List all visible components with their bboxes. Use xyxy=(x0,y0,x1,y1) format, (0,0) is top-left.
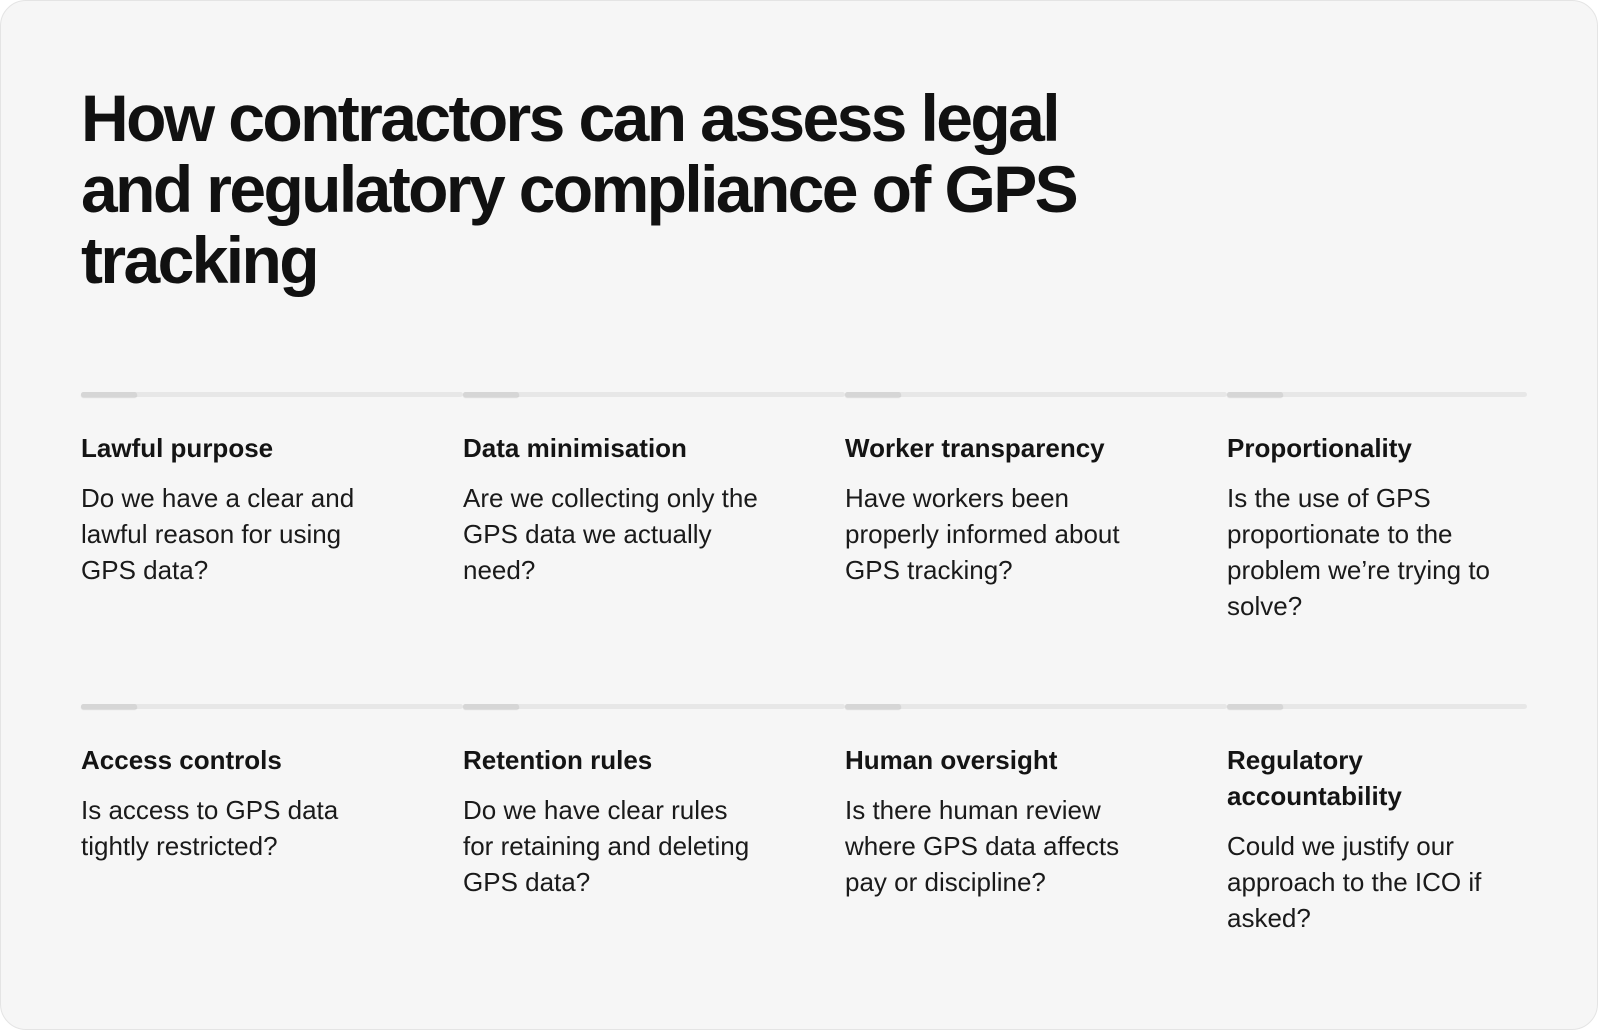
item-title: Proportionality xyxy=(1227,433,1412,463)
item-divider xyxy=(1227,392,1527,397)
checklist-item-regulatory-accountability xyxy=(1227,704,1600,936)
checklist-item-proportionality xyxy=(1227,392,1600,624)
checklist-row-1 xyxy=(81,392,1521,624)
divider-accent xyxy=(81,704,137,709)
item-title: Lawful purpose xyxy=(81,433,274,463)
item-divider xyxy=(463,704,845,709)
item-question: Is there human review where GPS data affects pay or discipline? xyxy=(845,795,1120,897)
item-title: Data minimisation xyxy=(463,433,687,463)
item-title: Access controls xyxy=(81,745,282,775)
checklist-row-2 xyxy=(81,704,1521,936)
item-title: Worker transparency xyxy=(845,433,1105,463)
divider-accent xyxy=(1227,704,1283,709)
divider-accent xyxy=(845,704,901,709)
checklist-item-data-minimisation xyxy=(463,392,845,624)
item-divider xyxy=(1227,704,1527,709)
item-question: Do we have a clear and lawful reason for using GPS data? xyxy=(81,483,355,585)
item-question: Could we justify our approach to the ICO if asked? xyxy=(1227,831,1482,933)
item-question: Do we have clear rules for retaining and deleting GPS data? xyxy=(463,795,750,897)
checklist-item-human-oversight xyxy=(845,704,1227,936)
divider-accent xyxy=(1227,392,1283,397)
item-divider xyxy=(845,704,1227,709)
item-title: Retention rules xyxy=(463,745,653,775)
item-question: Is the use of GPS proportionate to the problem we’re trying to solve? xyxy=(1227,483,1490,621)
item-divider xyxy=(81,704,463,709)
checklist-item-access-controls xyxy=(81,704,463,936)
item-divider xyxy=(81,392,463,397)
item-question: Are we collecting only the GPS data we actually need? xyxy=(463,483,758,585)
divider-accent xyxy=(81,392,137,397)
item-divider xyxy=(845,392,1227,397)
divider-accent xyxy=(463,704,519,709)
item-question: Is access to GPS data tightly restricted? xyxy=(81,795,339,861)
divider-accent xyxy=(463,392,519,397)
page-title: How contractors can assess legal and regulatory compliance of GPS tracking xyxy=(81,81,1077,297)
checklist-item-retention-rules xyxy=(463,704,845,936)
divider-accent xyxy=(845,392,901,397)
item-title: Human oversight xyxy=(845,745,1058,775)
item-divider xyxy=(463,392,845,397)
checklist-item-lawful-purpose xyxy=(81,392,463,624)
item-question: Have workers been properly informed about GPS tracking? xyxy=(845,483,1120,585)
checklist-item-worker-transparency xyxy=(845,392,1227,624)
item-title: Regulatory accountability xyxy=(1227,745,1402,811)
